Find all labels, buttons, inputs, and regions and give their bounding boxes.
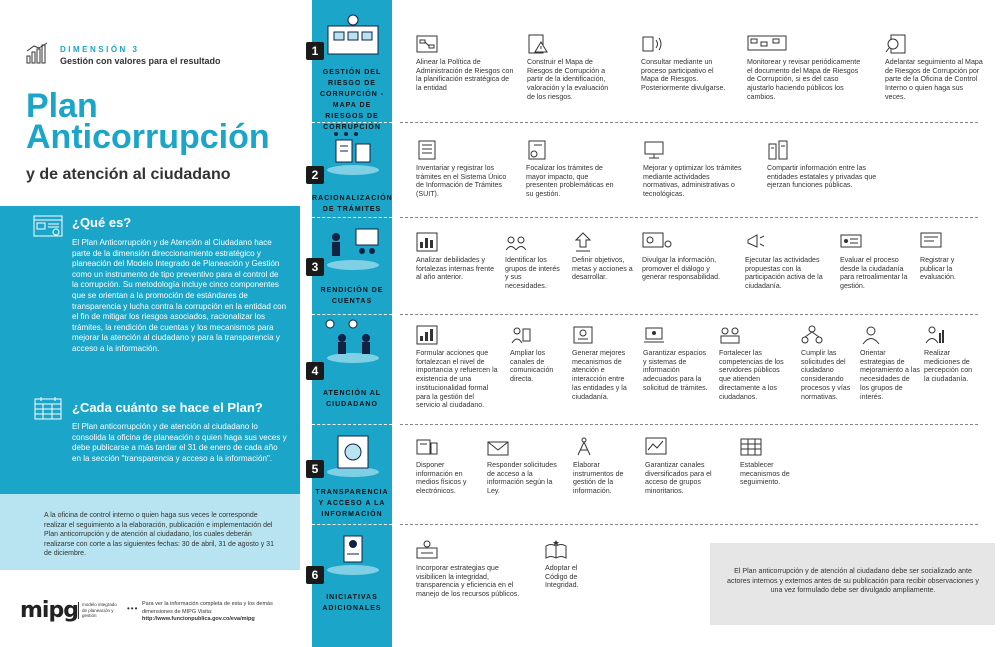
step5-item1: Disponer información en medios físicos y electrónicos. [416,437,476,496]
step-number-3: 3 [306,258,324,276]
risk-document-icon [527,34,549,54]
step3-item1: Analizar debilidades y fortalezas internas frente al año anterior. [416,232,498,282]
mail-icon [487,437,509,457]
step-divider [312,524,392,525]
table-icon [740,437,762,457]
compass-icon [573,437,595,457]
bar-chart-icon [26,42,48,64]
step-label-6: INICIATIVAS ADICIONALES [322,594,382,612]
dots-separator: ••• [127,604,139,613]
group-icon [505,232,527,252]
logo-caption: modelo integrado de planeación y gestión [78,602,118,619]
chart-icon [416,232,438,252]
left-panel [0,0,300,647]
measurement-icon [924,325,946,345]
step1-item1: Alinear la Política de Administración de Riesgos con la planificación estratégica de la entidad [416,34,516,93]
page-subtitle: y de atención al ciudadano [26,166,231,183]
step6-item2: Adoptar el Código de Integridad. [545,540,593,590]
what-title: ¿Qué es? [72,215,132,230]
page-title-line2: Anticorrupción [26,118,270,156]
when-title: ¿Cada cuánto se hace el Plan? [72,400,263,415]
mechanisms-icon [572,325,594,345]
row-divider [400,217,978,218]
step1-item4: Monitorear y revisar periódicamente el documento del Mapa de Riesgos de Corrupción, si es del caso ajustarlo haciendo públicos los cambios. [747,34,865,102]
row-divider [400,122,978,123]
strategy-chart-icon [416,325,438,345]
step-label-2: RACIONALIZACIÓN DE TRÁMITES [312,195,393,213]
dimension-subtitle: Gestión con valores para el resultado [60,56,221,66]
procedures-illustration-icon [322,130,384,176]
step4-item5: Fortalecer las competencias de los servidores públicos que atienden directamente a los ciudadanos. [719,325,789,401]
step-label-4: ATENCIÓN AL CIUDADANO [322,390,382,408]
mipg-logo: mipg [20,598,78,623]
footer-text: Para ver la información completa de esta y los demás dimensiones de MIPG Visita: [142,601,273,615]
laptop-icon [643,325,665,345]
step4-item7: Orientar estrategias de mejoramiento a las necesidades de los grupos de interés. [860,325,920,401]
step4-item3: Generar mejores mecanismos de atención e interacción entre las entidades y la ciudadanía. [572,325,632,401]
row-divider [400,314,978,315]
step-number-2: 2 [306,166,324,184]
org-chart-icon [416,34,438,54]
upload-icon [572,232,594,252]
buildings-icon [767,140,789,160]
presentation-icon [920,232,942,252]
what-text: El Plan Anticorrupción y de Atención al Ciudadano hace parte de la dimensión direccionamiento estratégico y planeación del Modelo Integrado de Planeación y Gestión como un instrumento de tipo preventivo para el control de la corrupción. Su metodología incluye cinco componentes que se orientan a la promoción de estándares de transparencia y lucha contra la corrupción en la entidad con el fin de mitigar los riesgos asociados, racionalizar los trámites, la rendición de cuentas y los mecanismos para mejorar la atención al ciudadano y para la transparencia y acceso a la información. [72,238,287,353]
row-divider [400,424,978,425]
footer-info [142,601,302,624]
accountability-illustration-icon [322,225,384,271]
step-label-3: RENDICIÓN DE CUENTAS [320,287,384,305]
advisor-icon [860,325,882,345]
step3-item2: Identificar los grupos de interés y sus necesidades. [505,232,561,291]
row-divider [400,524,978,525]
step-divider [312,424,392,425]
step-number-5: 5 [306,460,324,478]
step4-item6: Cumplir las solicitudes del ciudadano considerando procesos y vías normativas. [801,325,857,401]
step4-item2: Ampliar los canales de comunicación directa. [510,325,566,384]
evaluation-icon [840,232,862,252]
initiatives-illustration-icon [322,530,384,576]
network-people-icon [801,325,823,345]
footer-link[interactable]: http://www.funcionpublica.gov.co/eva/mipg [142,616,255,622]
book-icon [545,540,567,560]
citizen-service-illustration-icon [322,318,384,364]
register-icon [416,140,438,160]
risk-map-illustration-icon [322,12,384,58]
step-divider [312,217,392,218]
people-screen-icon [642,232,674,252]
step2-item4: Compartir información entre las entidades estatales y privadas que ejerzan funciones públicas. [767,140,882,190]
control-note-text: A la oficina de control interno o quien haga sus veces le corresponde realizar el seguimiento a la elaboración, publicación e implementación del Plan anticorrupción y de atención al ciudadano, los cuales deberán realizarse con corte a las siguientes fechas: 30 de abril, 31 de agosto y 31 de diciembre. [44,512,274,557]
megaphone-icon [745,232,767,252]
computer-icon [643,140,665,160]
calendar-icon [33,396,63,420]
servers-team-icon [719,325,741,345]
page-title-line1: Plan [26,87,98,125]
step1-item5: Adelantar seguimiento al Mapa de Riesgos de Corrupción por parte de la Oficina de Control Interno o quien haga sus veces. [885,34,983,102]
when-text: El Plan anticorrupción y de atención al ciudadano lo consolida la oficina de planeación o quien haga sus veces y debe publicarse a más tardar el 31 de enero de cada año en la sección "transparencia y acceso a la información". [72,422,287,463]
step2-item3: Mejorar y optimizar los trámites mediante actividades normativas, administrativas o tecnológicas. [643,140,745,199]
step-number-6: 6 [306,566,324,584]
closing-note-text: El Plan anticorrupción y de atención al ciudadano debe ser socializado ante actores internos y externos antes de su publicación para recibir observaciones y una vez formulado debe ser divulgado ampliamente. [727,567,979,594]
step2-item1: Inventariar y registrar los trámites en el Sistema Único de Información de Trámites (SUIT). [416,140,514,199]
step-label-5: TRANSPARENCIA Y ACCESO A LA INFORMACIÓN [315,489,389,518]
step-number-4: 4 [306,362,324,380]
monitor-icon [747,34,787,54]
step5-item2: Responder solicitudes de acceso a la información según la Ley. [487,437,565,496]
step3-item3: Definir objetivos, metas y acciones a desarrollar. [572,232,636,282]
media-icon [416,437,438,457]
step5-item5: Establecer mecanismos de seguimiento. [740,437,800,487]
document-window-icon [33,215,63,237]
transparency-illustration-icon [322,432,384,478]
step2-item2: Focalizar los trámites de mayor impacto, que presenten problemáticas en su gestión. [526,140,616,199]
step5-item3: Elaborar instrumentos de gestión de la información. [573,437,633,496]
integrity-icon [416,540,438,560]
dimension-label: DIMENSIÓN 3 [60,45,140,54]
certificate-icon [526,140,548,160]
step3-item5: Ejecutar las actividades propuestas con la participación activa de la ciudadanía. [745,232,833,291]
step-label-1: GESTIÓN DEL RIESGO DE CORRUPCIÓN - MAPA DE RIESGOS DE CORRUPCIÓN [319,69,385,131]
step5-item4: Garantizar canales diversificados para el acceso de grupos minoritarios. [645,437,730,496]
step1-item3: Consultar mediante un proceso participativo el Mapa de Riesgos. Posteriormente divulgarse. [641,34,733,93]
step4-item4: Garantizar espacios y sistemas de información adecuados para la solicitud de trámites. [643,325,709,393]
step4-item1: Formular acciones que fortalezcan el nivel de importancia y refuercen la existencia de una institucionalidad formal para la gestión del servicio al ciudadano. [416,325,498,410]
step3-item7: Registrar y publicar la evaluación. [920,232,975,282]
step-divider [312,314,392,315]
step1-item2: Construir el Mapa de Riesgos de Corrupción a partir de la identificación, valoración y la evaluación de los riesgos. [527,34,615,102]
channels-icon [510,325,532,345]
magnifier-document-icon [885,34,907,54]
chart-window-icon [645,437,667,457]
step-number-1: 1 [306,42,324,60]
step3-item6: Evaluar el proceso desde la ciudadanía para retroalimentar la gestión. [840,232,918,291]
broadcast-icon [641,34,663,54]
step4-item8: Realizar mediciones de percepción con la ciudadanía. [924,325,976,384]
step3-item4: Divulgar la información, promover el diálogo y generar responsabilidad. [642,232,736,282]
step6-item1: Incorporar estrategias que visibilicen la integridad, transparencia y eficiencia en el manejo de los recursos públicos. [416,540,528,599]
